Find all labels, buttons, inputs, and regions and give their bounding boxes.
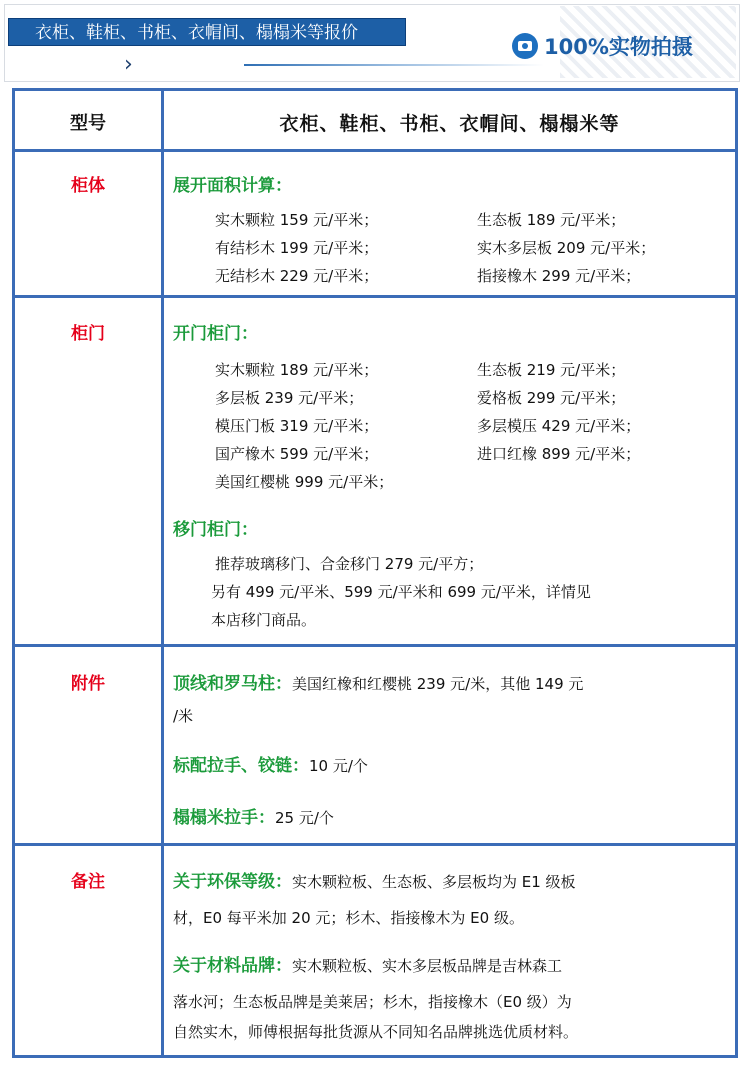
door-item: 实木颗粒 189 元/平米；: [215, 361, 379, 379]
note-text: 实木颗粒板、实木多层板品牌是吉林森工: [292, 957, 563, 975]
body-item: 无结杉木 229 元/平米；: [215, 267, 379, 285]
body-item: 实木颗粒 159 元/平米；: [215, 211, 379, 229]
accessory-line: [173, 669, 583, 694]
accessory-text: 25 元/个: [275, 809, 334, 827]
price-table: [12, 88, 738, 1058]
accessory-heading: 标配拉手、铰链：: [173, 756, 309, 776]
badge-text: 100%实物拍摄: [544, 35, 693, 59]
body-item: 生态板 189 元/平米；: [477, 211, 626, 229]
accessory-line: [173, 803, 334, 828]
row-label-body: 柜体: [71, 176, 105, 196]
door-item: 模压门板 319 元/平米；: [215, 417, 379, 435]
body-item: 有结杉木 199 元/平米；: [215, 239, 379, 257]
photo-badge: [512, 32, 693, 60]
sliding-text: 另有 499 元/平米、599 元/平米和 699 元/平米，详情见: [211, 583, 591, 601]
camera-icon: [512, 33, 538, 59]
accessory-text-cont: /米: [173, 707, 194, 725]
chevron-right-icon: ›: [124, 52, 133, 77]
row-divider: [15, 843, 735, 846]
door-item: 爱格板 299 元/平米；: [477, 389, 626, 407]
door-item: 多层模压 429 元/平米；: [477, 417, 641, 435]
note-text-cont: 材，E0 每平米加 20 元；杉木、指接橡木为 E0 级。: [173, 909, 524, 927]
door-item: 多层板 239 元/平米；: [215, 389, 364, 407]
body-item: 指接橡木 299 元/平米；: [477, 267, 641, 285]
accessory-text: 10 元/个: [309, 757, 368, 775]
note-line: [173, 867, 576, 892]
header-divider: [244, 64, 544, 66]
row-label-door: 柜门: [71, 324, 105, 344]
note-text: 实木颗粒板、生态板、多层板均为 E1 级板: [292, 873, 576, 891]
column-divider: [161, 91, 164, 1055]
door-item: 美国红樱桃 999 元/平米；: [215, 473, 394, 491]
row-divider: [15, 149, 735, 152]
sliding-text: 本店移门商品。: [211, 611, 317, 629]
note-text-cont: 落水河；生态板品牌是美莱居；杉木，指接橡木（E0 级）为: [173, 993, 572, 1011]
accessory-heading: 榻榻米拉手：: [173, 808, 275, 828]
door-item: 生态板 219 元/平米；: [477, 361, 626, 379]
body-item: 实木多层板 209 元/平米；: [477, 239, 656, 257]
door-heading-hinged: 开门柜门：: [173, 324, 258, 344]
row-divider: [15, 295, 735, 298]
door-item: 进口红橡 899 元/平米；: [477, 445, 641, 463]
note-text-cont: 自然实木，师傅根据每批货源从不同知名品牌挑选优质材料。: [173, 1023, 579, 1041]
note-heading: 关于环保等级：: [173, 872, 292, 892]
page-title: 衣柜、鞋柜、书柜、衣帽间、榻榻米等报价: [8, 18, 406, 46]
sliding-text: 推荐玻璃移门、合金移门 279 元/平方；: [215, 555, 484, 573]
accessory-line: [173, 751, 368, 776]
note-heading: 关于材料品牌：: [173, 956, 292, 976]
row-label-accessories: 附件: [71, 674, 105, 694]
header-categories: 衣柜、鞋柜、书柜、衣帽间、榻榻米等: [279, 113, 620, 135]
door-heading-sliding: 移门柜门：: [173, 520, 258, 540]
row-divider: [15, 644, 735, 647]
row-label-notes: 备注: [71, 872, 105, 892]
accessory-text: 美国红橡和红樱桃 239 元/米，其他 149 元: [292, 675, 584, 693]
body-heading: 展开面积计算：: [173, 176, 292, 196]
accessory-heading: 顶线和罗马柱：: [173, 674, 292, 694]
header-banner: [0, 0, 742, 84]
header-model: 型号: [70, 113, 106, 134]
note-line: [173, 951, 562, 976]
door-item: 国产橡木 599 元/平米；: [215, 445, 379, 463]
